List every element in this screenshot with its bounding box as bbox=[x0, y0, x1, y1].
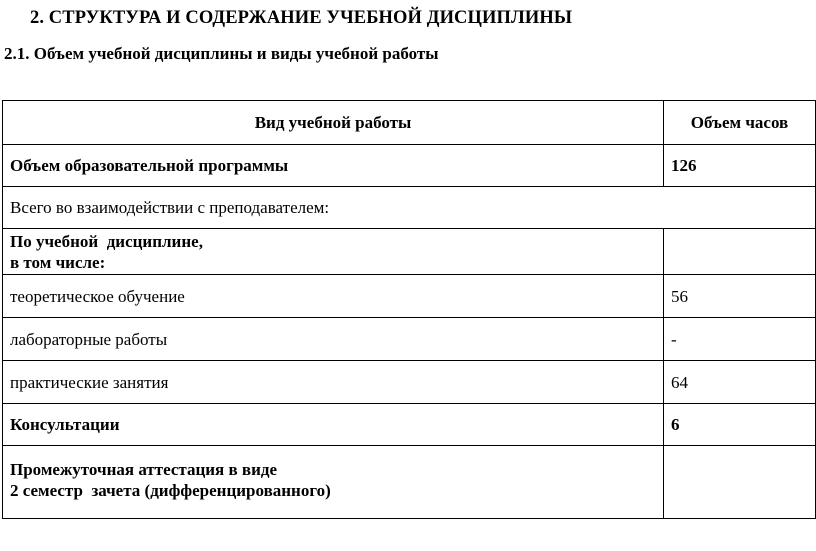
row-hours: - bbox=[664, 318, 816, 361]
table-row bbox=[3, 404, 816, 446]
row-label-line: в том числе: bbox=[10, 253, 106, 272]
row-hours: 6 bbox=[664, 404, 816, 446]
workload-table bbox=[2, 100, 816, 519]
table-row bbox=[3, 446, 816, 519]
row-hours: 126 bbox=[664, 145, 816, 187]
row-hours: 56 bbox=[664, 275, 816, 318]
row-label bbox=[3, 446, 664, 519]
row-label: Объем образовательной программы bbox=[3, 145, 664, 187]
row-label: теоретическое обучение bbox=[3, 275, 664, 318]
section-heading: 2. СТРУКТУРА И СОДЕРЖАНИЕ УЧЕБНОЙ ДИСЦИПЛИНЫ bbox=[30, 8, 573, 28]
table-row bbox=[3, 318, 816, 361]
header-hours: Объем часов bbox=[664, 101, 816, 145]
row-label: лабораторные работы bbox=[3, 318, 664, 361]
row-hours: 64 bbox=[664, 361, 816, 404]
row-label-line: Промежуточная аттестация в виде bbox=[10, 460, 278, 479]
row-label bbox=[3, 229, 664, 275]
table-row bbox=[3, 187, 816, 229]
row-label-line: По учебной дисциплине, bbox=[10, 232, 203, 251]
subsection-heading: 2.1. Объем учебной дисциплины и виды учебной работы bbox=[4, 44, 439, 63]
table-header-row bbox=[3, 101, 816, 145]
row-label-line: 2 семестр зачета (дифференцированного) bbox=[10, 481, 331, 500]
table-row bbox=[3, 275, 816, 318]
row-label: Консультации bbox=[3, 404, 664, 446]
table-row bbox=[3, 229, 816, 275]
header-work-type: Вид учебной работы bbox=[3, 101, 664, 145]
table-row bbox=[3, 361, 816, 404]
table-row bbox=[3, 145, 816, 187]
row-hours bbox=[664, 446, 816, 519]
row-label: практические занятия bbox=[3, 361, 664, 404]
row-hours bbox=[664, 229, 816, 275]
row-label: Всего во взаимодействии с преподавателем: bbox=[3, 187, 816, 229]
